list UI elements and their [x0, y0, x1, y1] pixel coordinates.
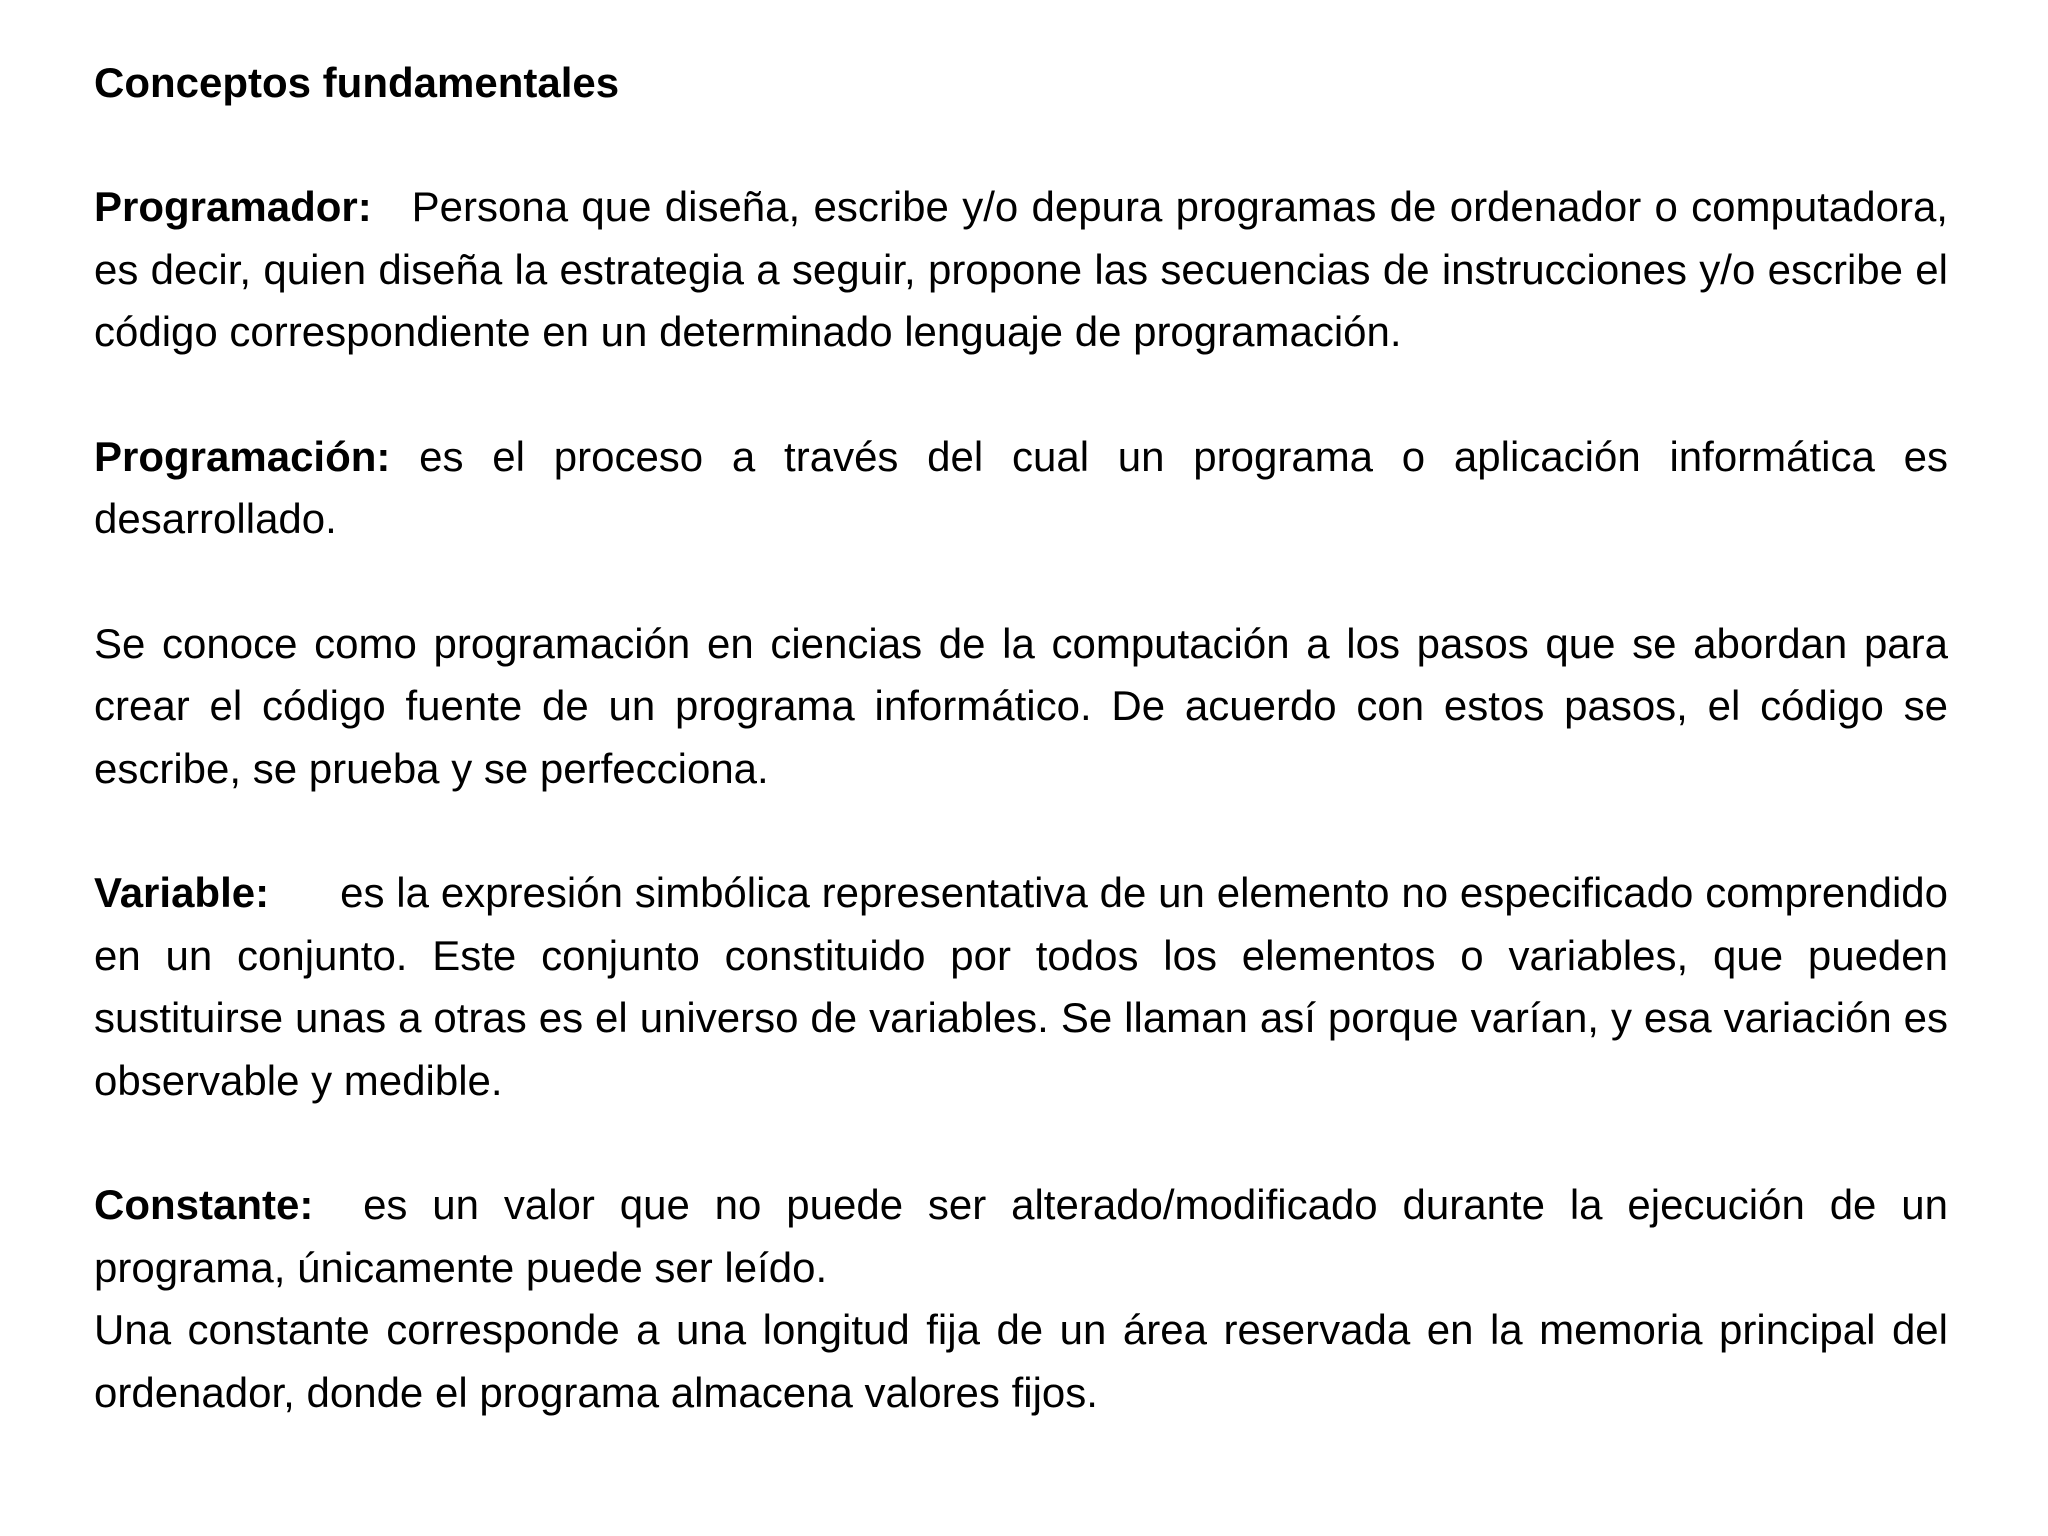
paragraph-text: Se conoce como programación en ciencias de la computación a los pasos que se abordan para crear el código fuente de un programa informático. De acuerdo con estos pasos, el código se escribe, se prueba y se perfecciona.	[94, 619, 1948, 792]
term-label: Constante:	[94, 1181, 314, 1228]
term-label: Programación:	[94, 432, 391, 480]
definition-text: Persona que diseña, escribe y/o depura programas de ordenador o computadora, es decir, quien diseña la estrategia a seguir, propone las secuencias de instrucciones y/o escribe el código correspondiente en un determinado lenguaje de programación.	[94, 183, 1948, 355]
paragraph-constante-memoria	[94, 1299, 1948, 1424]
paragraph-programacion-pasos	[94, 613, 1948, 801]
paragraph-text: Una constante corresponde a una longitud fija de un área reservada en la memoria principal del ordenador, donde el programa almacena valores fijos.	[94, 1306, 1948, 1416]
term-label: Programador:	[94, 183, 372, 230]
definition-programador	[94, 176, 1948, 364]
definition-text: es un valor que no puede ser alterado/modificado durante la ejecución de un programa, únicamente puede ser leído.	[94, 1181, 1948, 1291]
definition-text: es el proceso a través del cual un programa o aplicación informática es desarrollado.	[94, 432, 1948, 542]
term-label: Variable:	[94, 869, 270, 916]
definition-constante	[94, 1174, 1948, 1299]
definition-programacion	[94, 426, 1948, 551]
definition-variable	[94, 862, 1948, 1112]
page-title: Conceptos fundamentales	[94, 59, 620, 106]
slide-content	[94, 52, 1948, 1424]
definition-text: es la expresión simbólica representativa de un elemento no especificado comprendido en un conjunto. Este conjunto constituido por todos los elementos o variables, que pueden sustituirse unas a otras es el universo de variables. Se llaman así porque varían, y esa variación es observable y medible.	[94, 869, 1949, 1104]
